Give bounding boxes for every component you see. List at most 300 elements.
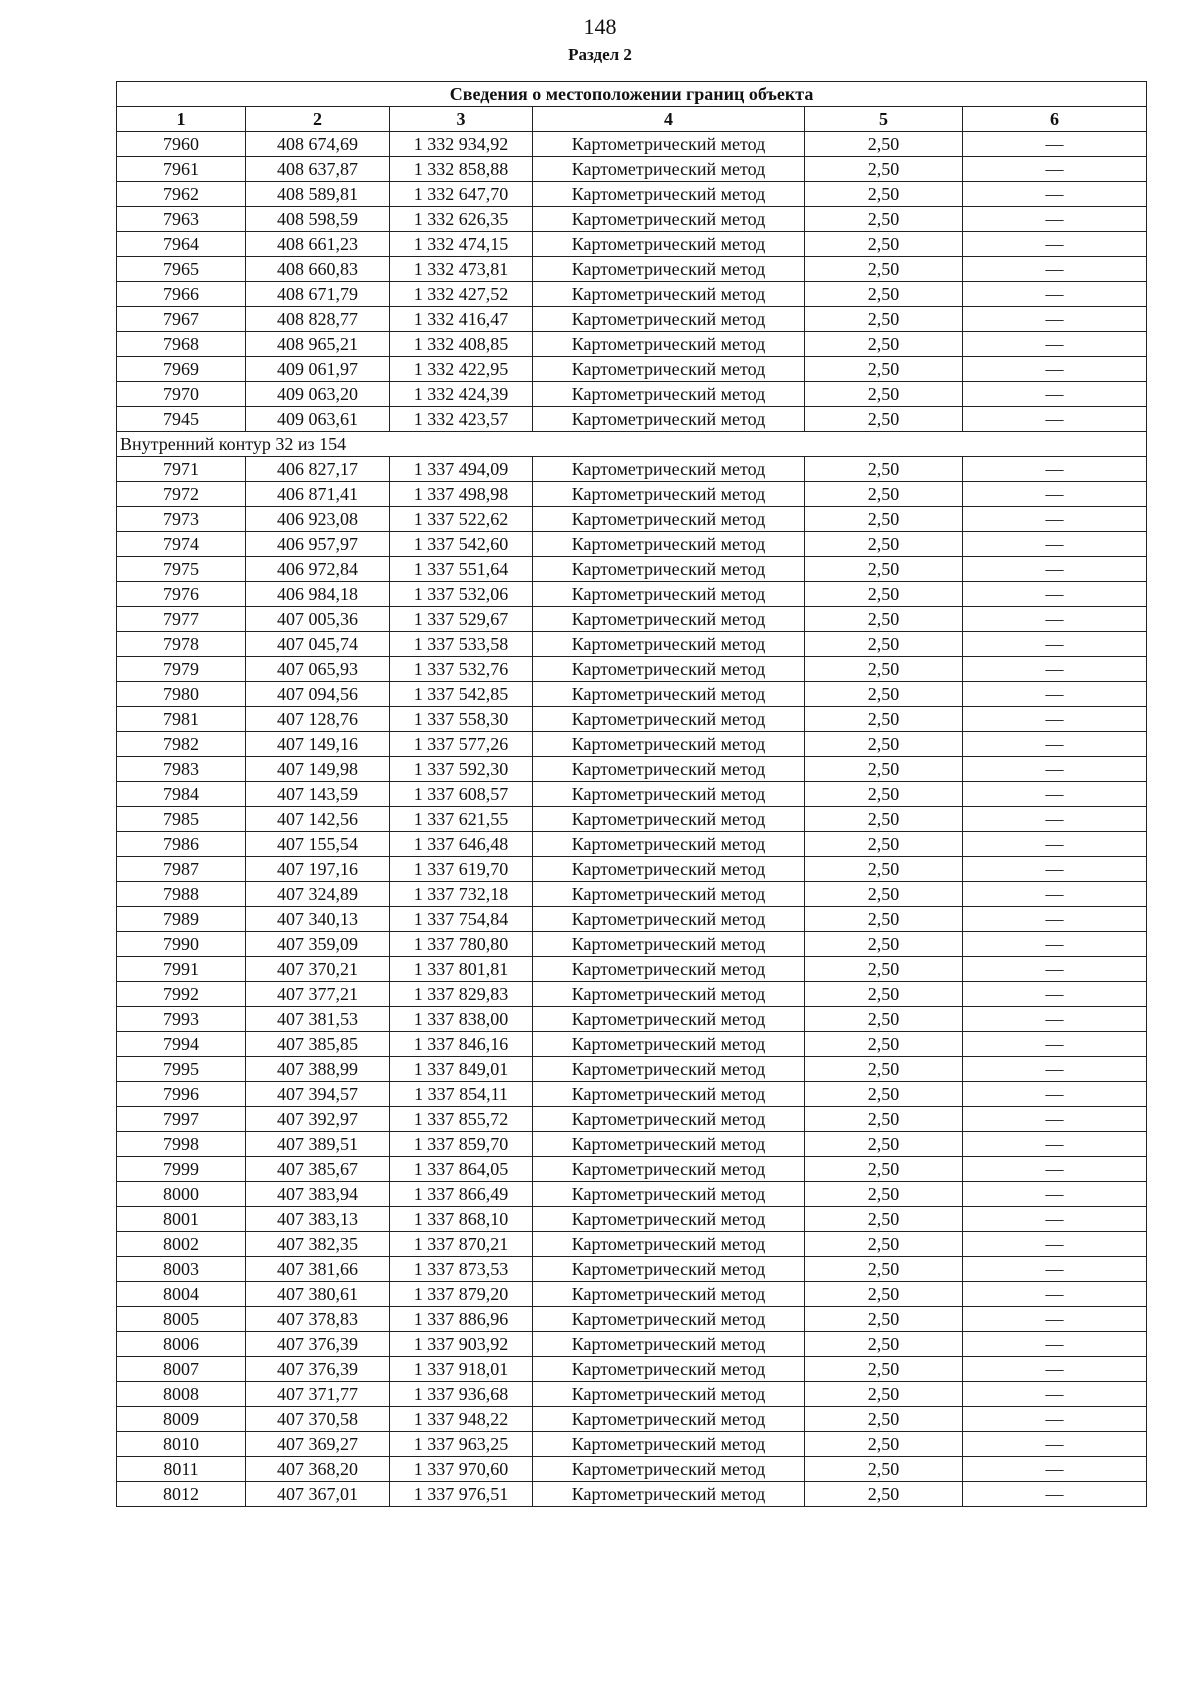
coord-y-cell: 1 337 532,06	[390, 582, 533, 607]
table-row	[117, 257, 1147, 282]
coord-y-cell: 1 332 473,81	[390, 257, 533, 282]
point-number-cell: 8003	[117, 1257, 246, 1282]
point-number-cell: 7986	[117, 832, 246, 857]
description-cell: —	[963, 957, 1147, 982]
precision-cell: 2,50	[805, 632, 963, 657]
coord-y-cell: 1 337 870,21	[390, 1232, 533, 1257]
precision-cell: 2,50	[805, 907, 963, 932]
description-cell: —	[963, 257, 1147, 282]
coord-y-cell: 1 332 474,15	[390, 232, 533, 257]
point-number-cell: 7985	[117, 807, 246, 832]
table-row	[117, 1357, 1147, 1382]
coord-y-cell: 1 332 423,57	[390, 407, 533, 432]
precision-cell: 2,50	[805, 857, 963, 882]
precision-cell: 2,50	[805, 1432, 963, 1457]
point-number-cell: 7981	[117, 707, 246, 732]
description-cell: —	[963, 782, 1147, 807]
description-cell: —	[963, 882, 1147, 907]
description-cell: —	[963, 1482, 1147, 1507]
table-row	[117, 282, 1147, 307]
coord-x-cell: 407 376,39	[246, 1332, 390, 1357]
method-cell: Картометрический метод	[533, 1082, 805, 1107]
point-number-cell: 7967	[117, 307, 246, 332]
method-cell: Картометрический метод	[533, 1457, 805, 1482]
point-number-cell: 7979	[117, 657, 246, 682]
coord-y-cell: 1 337 754,84	[390, 907, 533, 932]
coord-y-cell: 1 337 936,68	[390, 1382, 533, 1407]
point-number-cell: 7990	[117, 932, 246, 957]
coord-x-cell: 407 368,20	[246, 1457, 390, 1482]
table-row	[117, 857, 1147, 882]
table-row	[117, 307, 1147, 332]
description-cell: —	[963, 607, 1147, 632]
description-cell: —	[963, 657, 1147, 682]
table-row	[117, 1307, 1147, 1332]
table-row	[117, 582, 1147, 607]
coord-x-cell: 406 923,08	[246, 507, 390, 532]
coord-y-cell: 1 337 849,01	[390, 1057, 533, 1082]
precision-cell: 2,50	[805, 1057, 963, 1082]
coord-y-cell: 1 337 608,57	[390, 782, 533, 807]
section-title: Раздел 2	[568, 45, 632, 64]
method-cell: Картометрический метод	[533, 1132, 805, 1157]
table-row	[117, 832, 1147, 857]
coord-y-cell: 1 337 621,55	[390, 807, 533, 832]
table-row	[117, 1457, 1147, 1482]
method-cell: Картометрический метод	[533, 1207, 805, 1232]
description-cell: —	[963, 407, 1147, 432]
precision-cell: 2,50	[805, 832, 963, 857]
table-row	[117, 807, 1147, 832]
precision-cell: 2,50	[805, 1132, 963, 1157]
coord-x-cell: 407 389,51	[246, 1132, 390, 1157]
table-row	[117, 957, 1147, 982]
coord-x-cell: 407 376,39	[246, 1357, 390, 1382]
coord-y-cell: 1 337 592,30	[390, 757, 533, 782]
description-cell: —	[963, 932, 1147, 957]
method-cell: Картометрический метод	[533, 532, 805, 557]
table-row	[117, 782, 1147, 807]
description-cell: —	[963, 707, 1147, 732]
coord-y-cell: 1 337 879,20	[390, 1282, 533, 1307]
coord-x-cell: 409 063,20	[246, 382, 390, 407]
coord-x-cell: 407 143,59	[246, 782, 390, 807]
precision-cell: 2,50	[805, 1332, 963, 1357]
description-cell: —	[963, 1357, 1147, 1382]
table-row	[117, 157, 1147, 182]
coord-x-cell: 406 827,17	[246, 457, 390, 482]
coord-y-cell: 1 332 416,47	[390, 307, 533, 332]
point-number-cell: 7980	[117, 682, 246, 707]
coord-y-cell: 1 337 780,80	[390, 932, 533, 957]
method-cell: Картометрический метод	[533, 157, 805, 182]
coord-y-cell: 1 337 558,30	[390, 707, 533, 732]
method-cell: Картометрический метод	[533, 1257, 805, 1282]
coord-y-cell: 1 337 866,49	[390, 1182, 533, 1207]
table-row	[117, 132, 1147, 157]
precision-cell: 2,50	[805, 1457, 963, 1482]
coord-y-cell: 1 337 970,60	[390, 1457, 533, 1482]
point-number-cell: 7972	[117, 482, 246, 507]
point-number-cell: 7998	[117, 1132, 246, 1157]
column-header: 1	[117, 107, 246, 132]
table-head	[117, 82, 1147, 132]
point-number-cell: 7982	[117, 732, 246, 757]
coord-x-cell: 407 382,35	[246, 1232, 390, 1257]
table-row	[117, 607, 1147, 632]
point-number-cell: 7994	[117, 1032, 246, 1057]
table-row	[117, 932, 1147, 957]
coord-y-cell: 1 337 873,53	[390, 1257, 533, 1282]
method-cell: Картометрический метод	[533, 182, 805, 207]
point-number-cell: 8001	[117, 1207, 246, 1232]
table-title: Сведения о местоположении границ объекта	[117, 82, 1147, 107]
description-cell: —	[963, 1332, 1147, 1357]
table-row	[117, 1032, 1147, 1057]
point-number-cell: 7992	[117, 982, 246, 1007]
description-cell: —	[963, 1132, 1147, 1157]
coord-y-cell: 1 337 542,85	[390, 682, 533, 707]
boundary-coordinates-table	[116, 81, 1147, 1507]
method-cell: Картометрический метод	[533, 1407, 805, 1432]
precision-cell: 2,50	[805, 1282, 963, 1307]
precision-cell: 2,50	[805, 957, 963, 982]
table-row	[117, 882, 1147, 907]
precision-cell: 2,50	[805, 132, 963, 157]
description-cell: —	[963, 682, 1147, 707]
precision-cell: 2,50	[805, 407, 963, 432]
method-cell: Картометрический метод	[533, 307, 805, 332]
coord-y-cell: 1 337 886,96	[390, 1307, 533, 1332]
table-row	[117, 657, 1147, 682]
table-row	[117, 1282, 1147, 1307]
point-number-cell: 7968	[117, 332, 246, 357]
method-cell: Картометрический метод	[533, 457, 805, 482]
coord-y-cell: 1 337 838,00	[390, 1007, 533, 1032]
coord-x-cell: 407 128,76	[246, 707, 390, 732]
column-header: 4	[533, 107, 805, 132]
method-cell: Картометрический метод	[533, 1382, 805, 1407]
description-cell: —	[963, 557, 1147, 582]
method-cell: Картометрический метод	[533, 757, 805, 782]
coord-x-cell: 406 871,41	[246, 482, 390, 507]
precision-cell: 2,50	[805, 1082, 963, 1107]
coord-x-cell: 407 371,77	[246, 1382, 390, 1407]
description-cell: —	[963, 1182, 1147, 1207]
precision-cell: 2,50	[805, 1482, 963, 1507]
coord-y-cell: 1 337 532,76	[390, 657, 533, 682]
coord-y-cell: 1 332 427,52	[390, 282, 533, 307]
point-number-cell: 7966	[117, 282, 246, 307]
description-cell: —	[963, 157, 1147, 182]
description-cell: —	[963, 307, 1147, 332]
description-cell: —	[963, 1432, 1147, 1457]
precision-cell: 2,50	[805, 932, 963, 957]
method-cell: Картометрический метод	[533, 632, 805, 657]
coord-y-cell: 1 332 858,88	[390, 157, 533, 182]
description-cell: —	[963, 182, 1147, 207]
coord-x-cell: 407 370,58	[246, 1407, 390, 1432]
precision-cell: 2,50	[805, 1307, 963, 1332]
coord-x-cell: 407 377,21	[246, 982, 390, 1007]
table-row	[117, 482, 1147, 507]
coord-x-cell: 407 385,67	[246, 1157, 390, 1182]
precision-cell: 2,50	[805, 1357, 963, 1382]
method-cell: Картометрический метод	[533, 232, 805, 257]
description-cell: —	[963, 207, 1147, 232]
point-number-cell: 7977	[117, 607, 246, 632]
precision-cell: 2,50	[805, 557, 963, 582]
method-cell: Картометрический метод	[533, 207, 805, 232]
coord-y-cell: 1 337 948,22	[390, 1407, 533, 1432]
point-number-cell: 7983	[117, 757, 246, 782]
table-row	[117, 507, 1147, 532]
method-cell: Картометрический метод	[533, 607, 805, 632]
description-cell: —	[963, 1032, 1147, 1057]
coord-y-cell: 1 332 408,85	[390, 332, 533, 357]
point-number-cell: 7961	[117, 157, 246, 182]
description-cell: —	[963, 832, 1147, 857]
description-cell: —	[963, 1307, 1147, 1332]
coord-y-cell: 1 332 424,39	[390, 382, 533, 407]
description-cell: —	[963, 1257, 1147, 1282]
description-cell: —	[963, 1457, 1147, 1482]
description-cell: —	[963, 507, 1147, 532]
table-row	[117, 982, 1147, 1007]
point-number-cell: 7988	[117, 882, 246, 907]
point-number-cell: 7974	[117, 532, 246, 557]
precision-cell: 2,50	[805, 1107, 963, 1132]
coord-x-cell: 408 671,79	[246, 282, 390, 307]
precision-cell: 2,50	[805, 232, 963, 257]
coord-y-cell: 1 332 934,92	[390, 132, 533, 157]
column-header: 3	[390, 107, 533, 132]
coord-x-cell: 407 197,16	[246, 857, 390, 882]
coord-x-cell: 409 063,61	[246, 407, 390, 432]
method-cell: Картометрический метод	[533, 132, 805, 157]
precision-cell: 2,50	[805, 882, 963, 907]
table-row	[117, 1082, 1147, 1107]
coord-x-cell: 407 394,57	[246, 1082, 390, 1107]
precision-cell: 2,50	[805, 457, 963, 482]
table-title-row	[117, 82, 1147, 107]
description-cell: —	[963, 1082, 1147, 1107]
description-cell: —	[963, 1057, 1147, 1082]
point-number-cell: 8011	[117, 1457, 246, 1482]
method-cell: Картометрический метод	[533, 1332, 805, 1357]
coord-x-cell: 406 957,97	[246, 532, 390, 557]
coord-y-cell: 1 337 494,09	[390, 457, 533, 482]
table-row	[117, 1182, 1147, 1207]
coord-x-cell: 408 674,69	[246, 132, 390, 157]
column-header: 6	[963, 107, 1147, 132]
table-row	[117, 1482, 1147, 1507]
method-cell: Картометрический метод	[533, 257, 805, 282]
description-cell: —	[963, 1207, 1147, 1232]
method-cell: Картометрический метод	[533, 382, 805, 407]
coord-x-cell: 408 637,87	[246, 157, 390, 182]
precision-cell: 2,50	[805, 357, 963, 382]
point-number-cell: 7993	[117, 1007, 246, 1032]
precision-cell: 2,50	[805, 182, 963, 207]
coord-y-cell: 1 337 533,58	[390, 632, 533, 657]
method-cell: Картометрический метод	[533, 582, 805, 607]
description-cell: —	[963, 457, 1147, 482]
method-cell: Картометрический метод	[533, 407, 805, 432]
precision-cell: 2,50	[805, 607, 963, 632]
coord-y-cell: 1 337 498,98	[390, 482, 533, 507]
table-row	[117, 182, 1147, 207]
coord-x-cell: 407 005,36	[246, 607, 390, 632]
point-number-cell: 7989	[117, 907, 246, 932]
coord-y-cell: 1 337 918,01	[390, 1357, 533, 1382]
coord-y-cell: 1 337 577,26	[390, 732, 533, 757]
point-number-cell: 7991	[117, 957, 246, 982]
method-cell: Картометрический метод	[533, 857, 805, 882]
precision-cell: 2,50	[805, 1207, 963, 1232]
table-row	[117, 232, 1147, 257]
table-row	[117, 1382, 1147, 1407]
column-header: 2	[246, 107, 390, 132]
method-cell: Картометрический метод	[533, 882, 805, 907]
point-number-cell: 8012	[117, 1482, 246, 1507]
coord-x-cell: 407 383,94	[246, 1182, 390, 1207]
point-number-cell: 8006	[117, 1332, 246, 1357]
table-row	[117, 1257, 1147, 1282]
method-cell: Картометрический метод	[533, 957, 805, 982]
description-cell: —	[963, 1232, 1147, 1257]
table-row	[117, 207, 1147, 232]
coord-y-cell: 1 337 854,11	[390, 1082, 533, 1107]
precision-cell: 2,50	[805, 157, 963, 182]
description-cell: —	[963, 1157, 1147, 1182]
precision-cell: 2,50	[805, 682, 963, 707]
point-number-cell: 7987	[117, 857, 246, 882]
precision-cell: 2,50	[805, 707, 963, 732]
coord-x-cell: 408 598,59	[246, 207, 390, 232]
description-cell: —	[963, 1107, 1147, 1132]
point-number-cell: 8009	[117, 1407, 246, 1432]
description-cell: —	[963, 982, 1147, 1007]
point-number-cell: 8008	[117, 1382, 246, 1407]
precision-cell: 2,50	[805, 207, 963, 232]
coord-y-cell: 1 337 619,70	[390, 857, 533, 882]
method-cell: Картометрический метод	[533, 1432, 805, 1457]
coord-y-cell: 1 337 846,16	[390, 1032, 533, 1057]
coord-x-cell: 406 972,84	[246, 557, 390, 582]
coord-x-cell: 407 065,93	[246, 657, 390, 682]
coord-x-cell: 407 094,56	[246, 682, 390, 707]
coord-y-cell: 1 337 542,60	[390, 532, 533, 557]
column-header: 5	[805, 107, 963, 132]
method-cell: Картометрический метод	[533, 707, 805, 732]
point-number-cell: 8010	[117, 1432, 246, 1457]
method-cell: Картометрический метод	[533, 332, 805, 357]
coord-x-cell: 407 367,01	[246, 1482, 390, 1507]
table-row	[117, 407, 1147, 432]
coord-y-cell: 1 332 422,95	[390, 357, 533, 382]
point-number-cell: 7976	[117, 582, 246, 607]
method-cell: Картометрический метод	[533, 682, 805, 707]
point-number-cell: 8005	[117, 1307, 246, 1332]
method-cell: Картометрический метод	[533, 482, 805, 507]
table-row	[117, 382, 1147, 407]
method-cell: Картометрический метод	[533, 1282, 805, 1307]
precision-cell: 2,50	[805, 307, 963, 332]
point-number-cell: 8002	[117, 1232, 246, 1257]
point-number-cell: 7978	[117, 632, 246, 657]
table-row	[117, 1407, 1147, 1432]
point-number-cell: 7960	[117, 132, 246, 157]
description-cell: —	[963, 582, 1147, 607]
method-cell: Картометрический метод	[533, 357, 805, 382]
precision-cell: 2,50	[805, 1257, 963, 1282]
method-cell: Картометрический метод	[533, 282, 805, 307]
method-cell: Картометрический метод	[533, 907, 805, 932]
coord-x-cell: 407 392,97	[246, 1107, 390, 1132]
coord-y-cell: 1 337 868,10	[390, 1207, 533, 1232]
table-row	[117, 1432, 1147, 1457]
description-cell: —	[963, 482, 1147, 507]
point-number-cell: 7971	[117, 457, 246, 482]
coord-x-cell: 407 149,98	[246, 757, 390, 782]
coord-x-cell: 407 045,74	[246, 632, 390, 657]
coord-x-cell: 407 340,13	[246, 907, 390, 932]
method-cell: Картометрический метод	[533, 1107, 805, 1132]
coord-y-cell: 1 337 551,64	[390, 557, 533, 582]
table-row	[117, 1007, 1147, 1032]
table-row	[117, 707, 1147, 732]
point-number-cell: 8000	[117, 1182, 246, 1207]
table-row	[117, 1332, 1147, 1357]
precision-cell: 2,50	[805, 732, 963, 757]
coord-x-cell: 407 383,13	[246, 1207, 390, 1232]
precision-cell: 2,50	[805, 1157, 963, 1182]
description-cell: —	[963, 357, 1147, 382]
coord-x-cell: 407 324,89	[246, 882, 390, 907]
point-number-cell: 7984	[117, 782, 246, 807]
point-number-cell: 7997	[117, 1107, 246, 1132]
point-number-cell: 7963	[117, 207, 246, 232]
description-cell: —	[963, 907, 1147, 932]
table-row	[117, 332, 1147, 357]
coord-x-cell: 407 149,16	[246, 732, 390, 757]
precision-cell: 2,50	[805, 1407, 963, 1432]
table-row	[117, 557, 1147, 582]
description-cell: —	[963, 732, 1147, 757]
precision-cell: 2,50	[805, 482, 963, 507]
coord-x-cell: 408 660,83	[246, 257, 390, 282]
table-row	[117, 1232, 1147, 1257]
method-cell: Картометрический метод	[533, 832, 805, 857]
description-cell: —	[963, 1382, 1147, 1407]
coord-x-cell: 407 370,21	[246, 957, 390, 982]
coord-y-cell: 1 337 864,05	[390, 1157, 533, 1182]
coord-x-cell: 407 381,53	[246, 1007, 390, 1032]
coord-x-cell: 407 381,66	[246, 1257, 390, 1282]
precision-cell: 2,50	[805, 582, 963, 607]
point-number-cell: 8007	[117, 1357, 246, 1382]
precision-cell: 2,50	[805, 1182, 963, 1207]
description-cell: —	[963, 232, 1147, 257]
precision-cell: 2,50	[805, 982, 963, 1007]
coord-x-cell: 408 965,21	[246, 332, 390, 357]
method-cell: Картометрический метод	[533, 982, 805, 1007]
table-row	[117, 1157, 1147, 1182]
description-cell: —	[963, 1407, 1147, 1432]
table-row	[117, 1057, 1147, 1082]
method-cell: Картометрический метод	[533, 1482, 805, 1507]
